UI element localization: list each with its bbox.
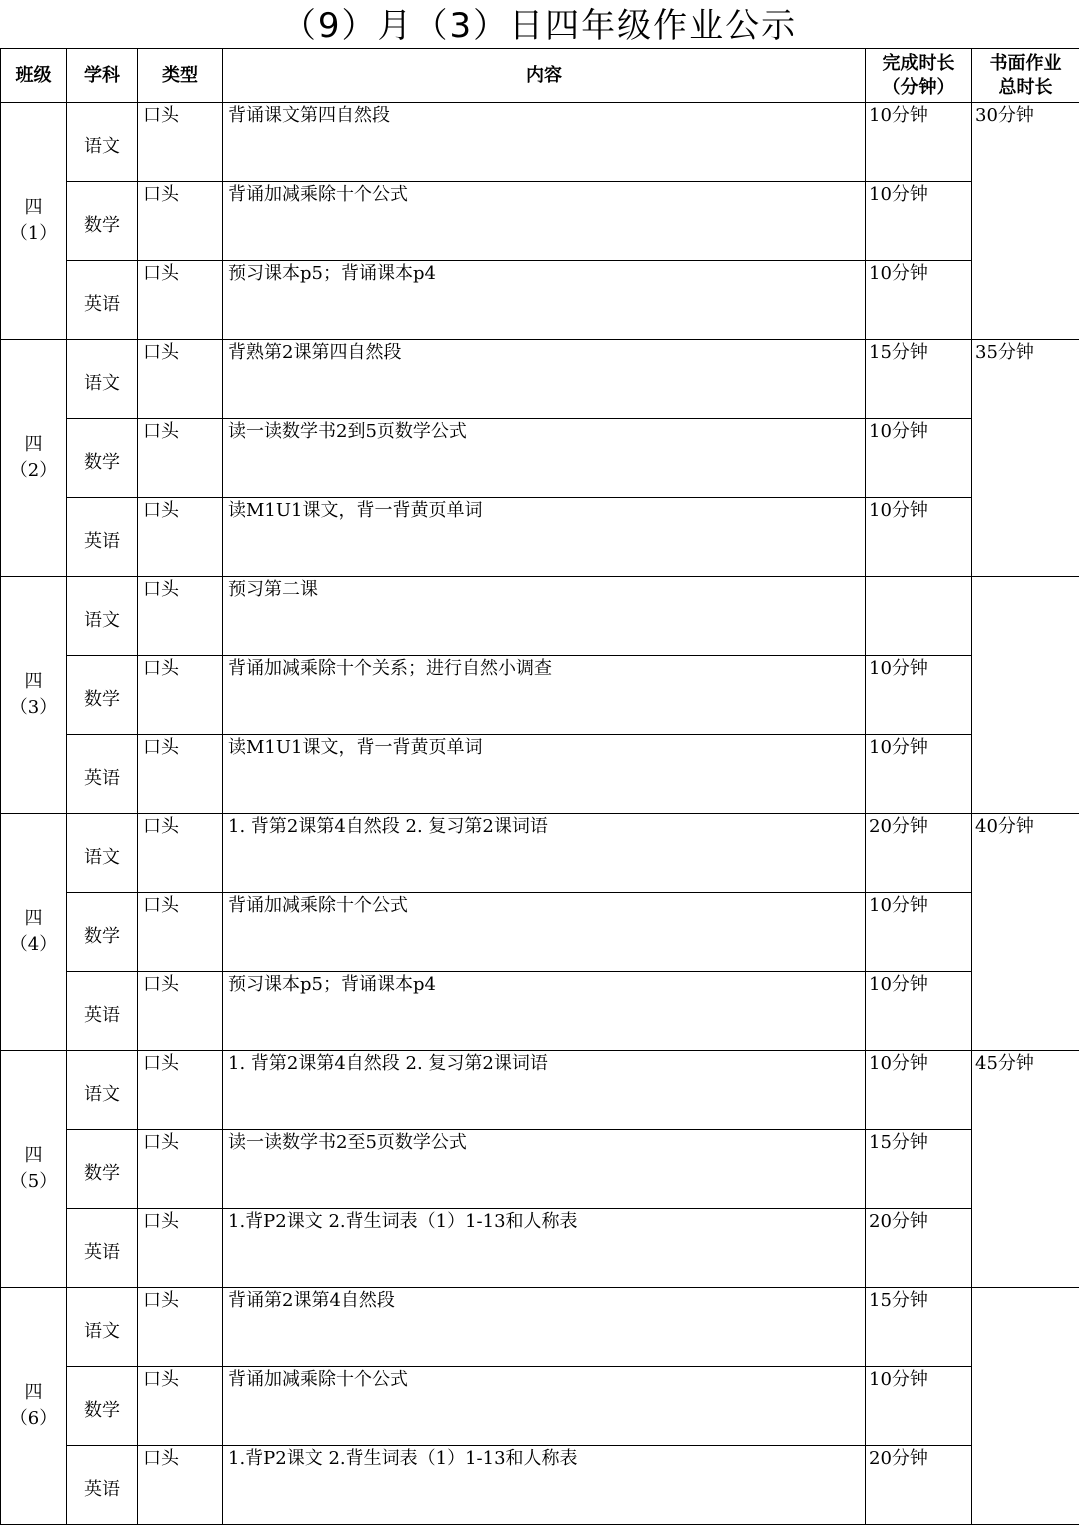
subject-cell: 数学: [67, 1130, 138, 1209]
header-written-total: [972, 49, 1079, 103]
written-total-cell: [972, 1288, 1079, 1525]
table-row: [1, 419, 1079, 498]
table-row: [1, 656, 1079, 735]
type-cell: 口头: [138, 419, 223, 498]
content-cell: 1.背P2课文 2.背生词表（1）1-13和人称表: [223, 1209, 866, 1288]
table-row: [1, 814, 1079, 893]
duration-cell: 10分钟: [866, 419, 972, 498]
duration-cell: 10分钟: [866, 498, 972, 577]
table-row: [1, 1367, 1079, 1446]
table-row: [1, 1051, 1079, 1130]
subject-cell: 数学: [67, 656, 138, 735]
homework-table: [0, 48, 1079, 1525]
type-cell: 口头: [138, 1130, 223, 1209]
type-cell: 口头: [138, 577, 223, 656]
table-row: [1, 1288, 1079, 1367]
content-cell: 读一读数学书2至5页数学公式: [223, 1130, 866, 1209]
table-row: [1, 103, 1079, 182]
header-row: [1, 49, 1079, 103]
duration-cell: 10分钟: [866, 1367, 972, 1446]
subject-cell: 英语: [67, 735, 138, 814]
content-cell: 读一读数学书2到5页数学公式: [223, 419, 866, 498]
content-cell: 1.背P2课文 2.背生词表（1）1-13和人称表: [223, 1446, 866, 1525]
duration-cell: 10分钟: [866, 1051, 972, 1130]
content-cell: 1. 背第2课第4自然段 2. 复习第2课词语: [223, 1051, 866, 1130]
type-cell: 口头: [138, 1446, 223, 1525]
subject-cell: 语文: [67, 1288, 138, 1367]
class-name: 四: [1, 432, 66, 458]
duration-cell: 20分钟: [866, 1446, 972, 1525]
table-row: [1, 972, 1079, 1051]
duration-cell: 10分钟: [866, 656, 972, 735]
type-cell: 口头: [138, 1367, 223, 1446]
header-content: 内容: [223, 49, 866, 103]
duration-cell: 15分钟: [866, 340, 972, 419]
table-row: [1, 1446, 1079, 1525]
subject-cell: 数学: [67, 893, 138, 972]
content-cell: 背诵加减乘除十个公式: [223, 182, 866, 261]
subject-cell: 数学: [67, 182, 138, 261]
class-cell: [1, 1288, 67, 1525]
class-number: （2）: [1, 458, 66, 484]
subject-cell: 英语: [67, 498, 138, 577]
header-written-line1: 书面作业: [990, 53, 1062, 74]
class-cell: [1, 1051, 67, 1288]
written-total-cell: 35分钟: [972, 340, 1079, 577]
subject-cell: 数学: [67, 419, 138, 498]
subject-cell: 英语: [67, 1209, 138, 1288]
content-cell: 读M1U1课文，背一背黄页单词: [223, 735, 866, 814]
written-total-cell: 45分钟: [972, 1051, 1079, 1288]
table-row: [1, 498, 1079, 577]
content-cell: 背诵加减乘除十个公式: [223, 893, 866, 972]
header-class: 班级: [1, 49, 67, 103]
duration-cell: 10分钟: [866, 893, 972, 972]
content-cell: 背诵课文第四自然段: [223, 103, 866, 182]
type-cell: 口头: [138, 735, 223, 814]
duration-cell: [866, 577, 972, 656]
duration-cell: 10分钟: [866, 182, 972, 261]
subject-cell: 数学: [67, 1367, 138, 1446]
class-number: （6）: [1, 1406, 66, 1432]
class-name: 四: [1, 906, 66, 932]
class-number: （4）: [1, 932, 66, 958]
duration-cell: 20分钟: [866, 814, 972, 893]
type-cell: 口头: [138, 893, 223, 972]
type-cell: 口头: [138, 1209, 223, 1288]
table-row: [1, 1209, 1079, 1288]
type-cell: 口头: [138, 498, 223, 577]
type-cell: 口头: [138, 972, 223, 1051]
class-name: 四: [1, 1380, 66, 1406]
class-cell: [1, 340, 67, 577]
table-row: [1, 577, 1079, 656]
header-subject: 学科: [67, 49, 138, 103]
class-cell: [1, 814, 67, 1051]
subject-cell: 语文: [67, 340, 138, 419]
duration-cell: 10分钟: [866, 103, 972, 182]
table-row: [1, 340, 1079, 419]
type-cell: 口头: [138, 182, 223, 261]
class-number: （1）: [1, 221, 66, 247]
content-cell: 预习第二课: [223, 577, 866, 656]
subject-cell: 英语: [67, 972, 138, 1051]
type-cell: 口头: [138, 1288, 223, 1367]
duration-cell: 10分钟: [866, 972, 972, 1051]
type-cell: 口头: [138, 1051, 223, 1130]
header-duration-line1: 完成时长: [883, 53, 955, 74]
class-name: 四: [1, 669, 66, 695]
table-row: [1, 893, 1079, 972]
type-cell: 口头: [138, 103, 223, 182]
type-cell: 口头: [138, 814, 223, 893]
subject-cell: 语文: [67, 103, 138, 182]
duration-cell: 15分钟: [866, 1288, 972, 1367]
content-cell: 背诵加减乘除十个关系；进行自然小调查: [223, 656, 866, 735]
table-row: [1, 735, 1079, 814]
class-name: 四: [1, 195, 66, 221]
page-title: （9）月（3）日四年级作业公示: [0, 0, 1079, 48]
type-cell: 口头: [138, 340, 223, 419]
type-cell: 口头: [138, 261, 223, 340]
content-cell: 背熟第2课第四自然段: [223, 340, 866, 419]
subject-cell: 语文: [67, 577, 138, 656]
written-total-cell: 40分钟: [972, 814, 1079, 1051]
content-cell: 1. 背第2课第4自然段 2. 复习第2课词语: [223, 814, 866, 893]
class-number: （3）: [1, 695, 66, 721]
written-total-cell: [972, 577, 1079, 814]
header-duration-line2: （分钟）: [883, 77, 955, 98]
type-cell: 口头: [138, 656, 223, 735]
content-cell: 读M1U1课文，背一背黄页单词: [223, 498, 866, 577]
duration-cell: 10分钟: [866, 735, 972, 814]
duration-cell: 15分钟: [866, 1130, 972, 1209]
subject-cell: 英语: [67, 261, 138, 340]
table-body: [1, 103, 1079, 1525]
duration-cell: 20分钟: [866, 1209, 972, 1288]
subject-cell: 语文: [67, 1051, 138, 1130]
written-total-cell: 30分钟: [972, 103, 1079, 340]
class-number: （5）: [1, 1169, 66, 1195]
content-cell: 背诵第2课第4自然段: [223, 1288, 866, 1367]
header-type: 类型: [138, 49, 223, 103]
header-duration: [866, 49, 972, 103]
content-cell: 预习课本p5；背诵课本p4: [223, 261, 866, 340]
duration-cell: 10分钟: [866, 261, 972, 340]
subject-cell: 英语: [67, 1446, 138, 1525]
class-cell: [1, 103, 67, 340]
class-name: 四: [1, 1143, 66, 1169]
class-cell: [1, 577, 67, 814]
table-row: [1, 1130, 1079, 1209]
content-cell: 预习课本p5；背诵课本p4: [223, 972, 866, 1051]
table-row: [1, 182, 1079, 261]
content-cell: 背诵加减乘除十个公式: [223, 1367, 866, 1446]
table-row: [1, 261, 1079, 340]
subject-cell: 语文: [67, 814, 138, 893]
header-written-line2: 总时长: [999, 77, 1053, 98]
